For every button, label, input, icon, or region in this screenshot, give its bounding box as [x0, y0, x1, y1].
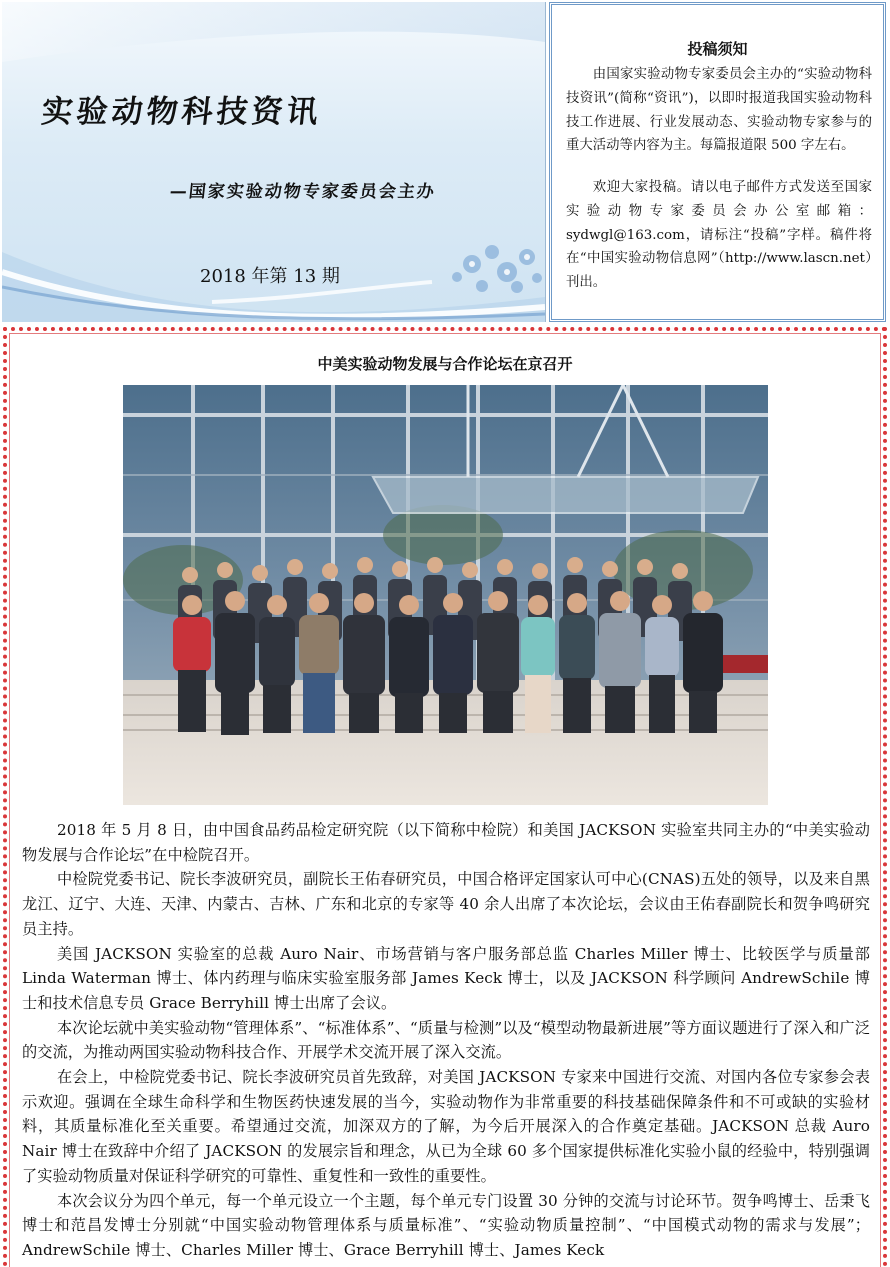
magazine-title: 实验动物科技资讯: [39, 94, 324, 130]
article-paragraph: 本次论坛就中美实验动物“管理体系”、“标准体系”、“质量与检测”以及“模型动物最新进展”等方面议题进行了深入和广泛的交流，为推动两国实验动物科技合作、开展学术交流开展了深入交流。: [22, 1018, 870, 1062]
article-title: 中美实验动物发展与合作论坛在京召开: [317, 355, 573, 373]
notice-title: 投稿须知: [687, 40, 748, 58]
article-paragraph: 美国 JACKSON 实验室的总裁 Auro Nair、市场营销与客户服务部总监 Charles Miller 博士、比较医学与质量部 Linda Waterman 博士、体内药理与临床实验室服务部 James Keck 博士，以及 JACKSON 科学顾问 AndrewSchile 博士和技术信息专员 Grace Berryhill 博士出席了会议。: [22, 944, 870, 1012]
issue-number: 2018 年第 13 期: [200, 266, 340, 287]
article-paragraph: 本次会议分为四个单元，每一个单元设立一个主题，每个单元专门设置 30 分钟的交流与讨论环节。贺争鸣博士、岳秉飞博士和范昌发博士分别就“中国实验动物管理体系与质量标准”、“实验动物质量控制”、“中国模式动物的需求与发展”；AndrewSchile 博士、Charles Miller 博士、Grace Berryhill 博士、James Keck: [22, 1191, 870, 1259]
notice-paragraph: 由国家实验动物专家委员会主办的“实验动物科技资讯”(简称“资讯”)，以即时报道我国实验动物科技工作进展、行业发展动态、实验动物专家参与的重大活动等内容为主。每篇报道限 500 字左右。: [566, 67, 872, 154]
masthead: [2, 2, 546, 322]
notice-paragraph: 欢迎大家投稿。请以电子邮件方式发送至国家实验动物专家委员会办公室邮箱：sydwgl@163.com，请标注“投稿”字样。稿件将在“中国实验动物信息网”（http://www.lascn.net）刊出。: [566, 180, 872, 291]
article-paragraph: 中检院党委书记、院长李波研究员，副院长王佑春研究员，中国合格评定国家认可中心(CNAS)五处的领导，以及来自黑龙江、辽宁、大连、天津、内蒙古、吉林、广东和北京的专家等 40 余人出席了本次论坛，会议由王佑春副院长和贺争鸣研究员主持。: [22, 870, 870, 938]
submission-notice: [549, 2, 886, 322]
article-paragraph: 在会上，中检院党委书记、院长李波研究员首先致辞，对美国 JACKSON 专家来中国进行交流、对国内各位专家参会表示欢迎。强调在全球生命科学和生物医药快速发展的当今，实验动物作为非常重要的科技基础保障条件和不可或缺的实验材料，其质量标准化至关重要。希望通过交流，加深双方的了解，为今后开展深入的合作奠定基础。JACKSON 总裁 Auro Nair 博士在致辞中介绍了 JACKSON 的发展宗旨和理念，从已为全球 60 多个国家提供标准化实验小鼠的经验中，特别强调了实验动物质量对保证科学研究的可靠性、重复性和一致性的重要性。: [22, 1068, 870, 1185]
group-photo: [123, 385, 768, 805]
magazine-subtitle: —国家实验动物专家委员会主办: [168, 182, 437, 202]
article-paragraph: 2018 年 5 月 8 日，由中国食品药品检定研究院（以下简称中检院）和美国 JACKSON 实验室共同主办的“中美实验动物发展与合作论坛”在中检院召开。: [22, 821, 870, 864]
article-body: [22, 818, 870, 1263]
group-photo-icon: [123, 385, 768, 805]
